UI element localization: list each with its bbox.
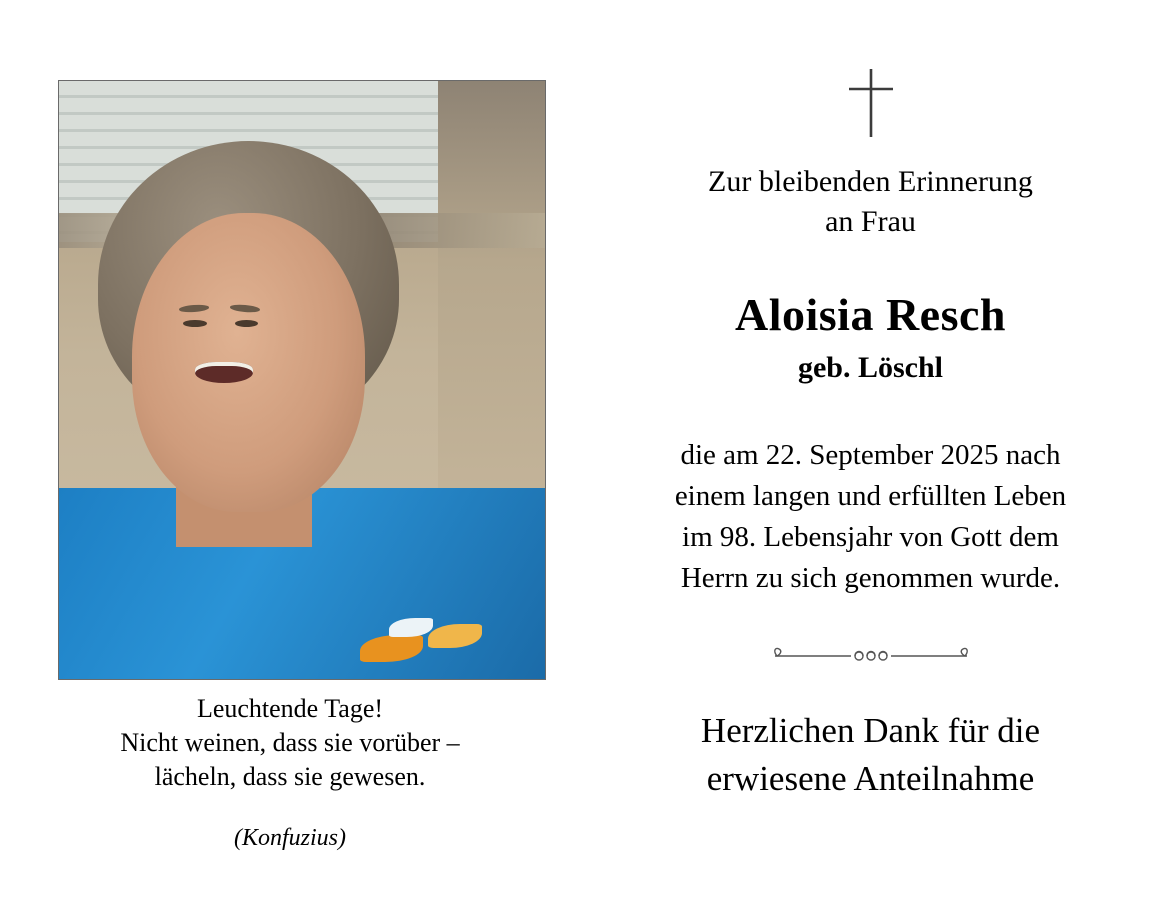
photo-subject-eye-right	[235, 320, 258, 327]
thanks-message	[580, 707, 1161, 803]
memorial-passage-line: die am 22. September 2025 nach	[680, 439, 1061, 471]
photo-subject-eye-left	[183, 320, 206, 327]
photo-subject-eyebrow-right	[230, 304, 261, 313]
christian-cross-icon	[841, 66, 901, 140]
portrait-photo	[59, 81, 545, 679]
memorial-quote-source: (Konfuzius)	[233, 825, 346, 851]
shirt-pattern-leaf	[428, 624, 481, 649]
thanks-message-line: Herzlichen Dank für die	[700, 711, 1041, 750]
memorial-quote-line: Leuchtende Tage!	[196, 694, 384, 723]
shirt-pattern-leaf	[389, 618, 433, 637]
photo-subject-face	[132, 213, 365, 512]
memorial-intro-line: Zur bleibenden Erinnerung	[708, 165, 1033, 198]
thanks-message-line: erwiesene Anteilnahme	[706, 759, 1035, 798]
memorial-passage	[580, 435, 1161, 599]
memorial-quote-line: lächeln, dass sie gewesen.	[154, 762, 426, 791]
memorial-quote-line: Nicht weinen, dass sie vorüber –	[120, 728, 460, 757]
portrait-photo-frame	[58, 80, 546, 680]
memorial-passage-line: Herrn zu sich genommen wurde.	[680, 562, 1061, 594]
deceased-name: Aloisia Resch	[735, 289, 1006, 340]
memorial-quote	[0, 692, 580, 794]
memorial-intro-line: an Frau	[825, 205, 916, 238]
right-column	[580, 0, 1161, 900]
left-column	[0, 0, 580, 900]
flourish-divider-icon	[771, 645, 971, 667]
shirt-pattern-leaf	[360, 635, 423, 662]
photo-subject-eyebrow-left	[178, 304, 209, 313]
memorial-intro	[580, 162, 1161, 242]
memorial-passage-line: einem langen und erfüllten Leben	[674, 480, 1067, 512]
deceased-maiden-name: geb. Löschl	[797, 351, 944, 384]
photo-subject-smile	[195, 362, 253, 383]
memorial-passage-line: im 98. Lebensjahr von Gott dem	[682, 521, 1059, 553]
